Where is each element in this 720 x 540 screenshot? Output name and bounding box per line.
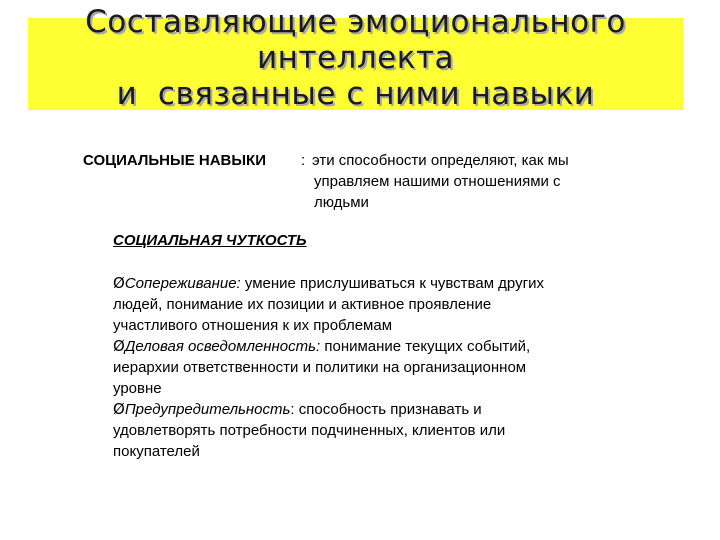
item-text-line: уровне <box>113 380 162 397</box>
social-skills-colon: : <box>301 152 306 169</box>
arrow-bullet-icon: Ø <box>113 400 125 418</box>
item-term: Деловая осведомленность: <box>124 338 321 355</box>
list-item-empathy <box>113 273 673 336</box>
item-text-line: покупателей <box>113 443 200 460</box>
title-line-2: интеллекта <box>256 40 455 76</box>
description-line-1: эти способности определяют, как мы <box>312 152 569 169</box>
arrow-bullet-icon: Ø <box>113 337 125 355</box>
title-line-3: и связанные с ними навыки <box>116 76 595 112</box>
item-text: понимание текущих событий, <box>320 338 531 355</box>
social-skills-description <box>314 150 694 213</box>
item-term: Предупредительность <box>124 401 291 418</box>
arrow-bullet-icon: Ø <box>113 274 125 292</box>
description-line-2: управляем нашими отношениями с <box>314 173 561 190</box>
item-term: Сопереживание: <box>124 275 241 292</box>
item-text-line: людей, понимание их позиции и активное проявление <box>113 296 492 313</box>
list-item-service-orientation <box>113 399 673 462</box>
slide-title <box>28 4 683 112</box>
description-line-3: людьми <box>314 194 369 211</box>
section-heading: СОЦИАЛЬНАЯ ЧУТКОСТЬ <box>113 232 307 249</box>
item-text: : способность признавать и <box>290 401 482 418</box>
item-text-line: участливого отношения к их проблемам <box>113 317 393 334</box>
list-item-business-awareness <box>113 336 673 399</box>
item-text: умение прислушиваться к чувствам других <box>240 275 544 292</box>
item-text-line: иерархии ответственности и политики на организационном <box>113 359 527 376</box>
skill-items-list <box>113 273 673 462</box>
title-line-1: Составляющие эмоционального <box>85 4 626 40</box>
social-skills-label: СОЦИАЛЬНЫЕ НАВЫКИ <box>83 152 266 169</box>
item-text-line: удовлетворять потребности подчиненных, клиентов или <box>113 422 506 439</box>
